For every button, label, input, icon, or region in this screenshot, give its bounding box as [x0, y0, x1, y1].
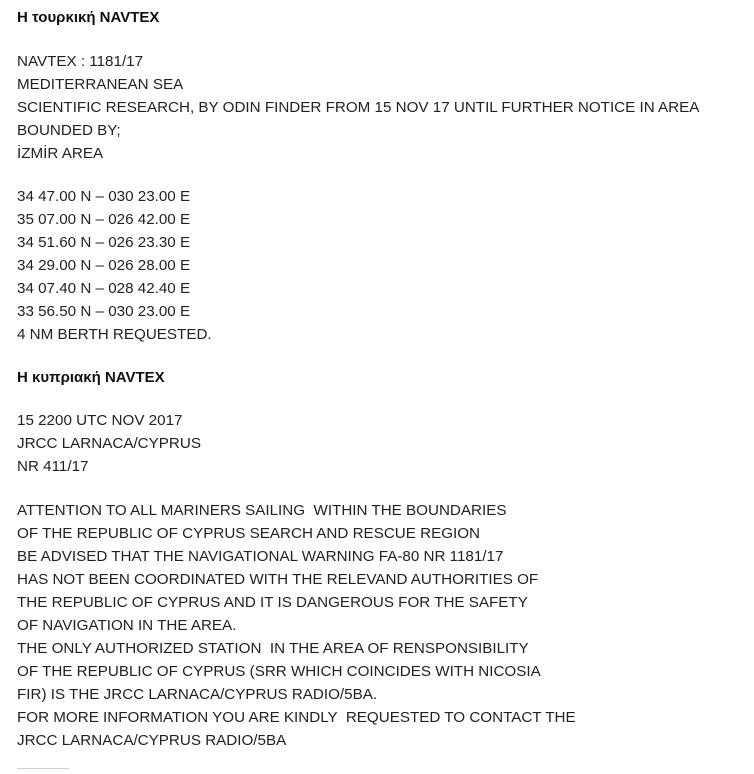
cypriot-navtex-heading: Η κυπριακή NAVTEX	[17, 369, 165, 386]
coordinate-line: 34 29.00 N – 026 28.00 E	[17, 257, 191, 274]
coordinate-line: 35 07.00 N – 026 42.00 E	[17, 211, 191, 228]
datetime-line: 15 2200 UTC NOV 2017	[17, 412, 183, 429]
navtex-number-line: NAVTEX : 1181/17	[17, 53, 144, 70]
coordinate-line: 33 56.50 N – 030 23.00 E	[17, 303, 191, 320]
body-line: FOR MORE INFORMATION YOU ARE KINDLY REQUESTED TO CONTACT THE	[17, 709, 576, 726]
coordinate-line: 34 47.00 N – 030 23.00 E	[17, 188, 191, 205]
body-line: THE ONLY AUTHORIZED STATION IN THE AREA OF RENSPONSIBILITY	[17, 640, 529, 657]
coordinate-list	[17, 185, 747, 346]
body-line: HAS NOT BEEN COORDINATED WITH THE RELEVAND AUTHORITIES OF	[17, 571, 539, 588]
cypriot-navtex-body	[17, 499, 747, 752]
spacer	[17, 165, 747, 185]
warning-number-line: NR 411/17	[17, 458, 89, 475]
turkish-navtex-header	[17, 50, 747, 165]
area-name-line: İZMİR AREA	[17, 145, 104, 162]
body-line: ATTENTION TO ALL MARINERS SAILING WITHIN THE BOUNDARIES	[17, 502, 507, 519]
body-line: THE REPUBLIC OF CYPRUS AND IT IS DANGEROUS FOR THE SAFETY	[17, 594, 528, 611]
body-line: OF THE REPUBLIC OF CYPRUS (SRR WHICH COINCIDES WITH NICOSIA	[17, 663, 541, 680]
body-line: BE ADVISED THAT THE NAVIGATIONAL WARNING FA-80 NR 1181/17	[17, 548, 504, 565]
cypriot-navtex-header	[17, 409, 747, 478]
sea-area-line: MEDITERRANEAN SEA	[17, 76, 184, 93]
station-line: JRCC LARNACA/CYPRUS	[17, 435, 201, 452]
body-line: OF NAVIGATION IN THE AREA.	[17, 617, 237, 634]
berth-requested-line: 4 NM BERTH REQUESTED.	[17, 326, 212, 343]
body-line: OF THE REPUBLIC OF CYPRUS SEARCH AND RESCUE REGION	[17, 525, 481, 542]
spacer	[17, 478, 747, 499]
bounded-by-line: BOUNDED BY;	[17, 122, 121, 139]
coordinate-line: 34 07.40 N – 028 42.40 E	[17, 280, 191, 297]
article-body	[17, 6, 747, 752]
spacer	[17, 29, 747, 50]
body-line: JRCC LARNACA/CYPRUS RADIO/5BA	[17, 732, 287, 749]
bottom-divider	[17, 768, 69, 769]
coordinate-line: 34 51.60 N – 026 23.30 E	[17, 234, 191, 251]
turkish-navtex-heading: Η τουρκική NAVTEX	[17, 9, 160, 26]
spacer	[17, 346, 747, 366]
research-notice-line: SCIENTIFIC RESEARCH, BY ODIN FINDER FROM 15 NOV 17 UNTIL FURTHER NOTICE IN AREA	[17, 99, 700, 116]
spacer	[17, 389, 747, 409]
body-line: FIR) IS THE JRCC LARNACA/CYPRUS RADIO/5BA.	[17, 686, 378, 703]
